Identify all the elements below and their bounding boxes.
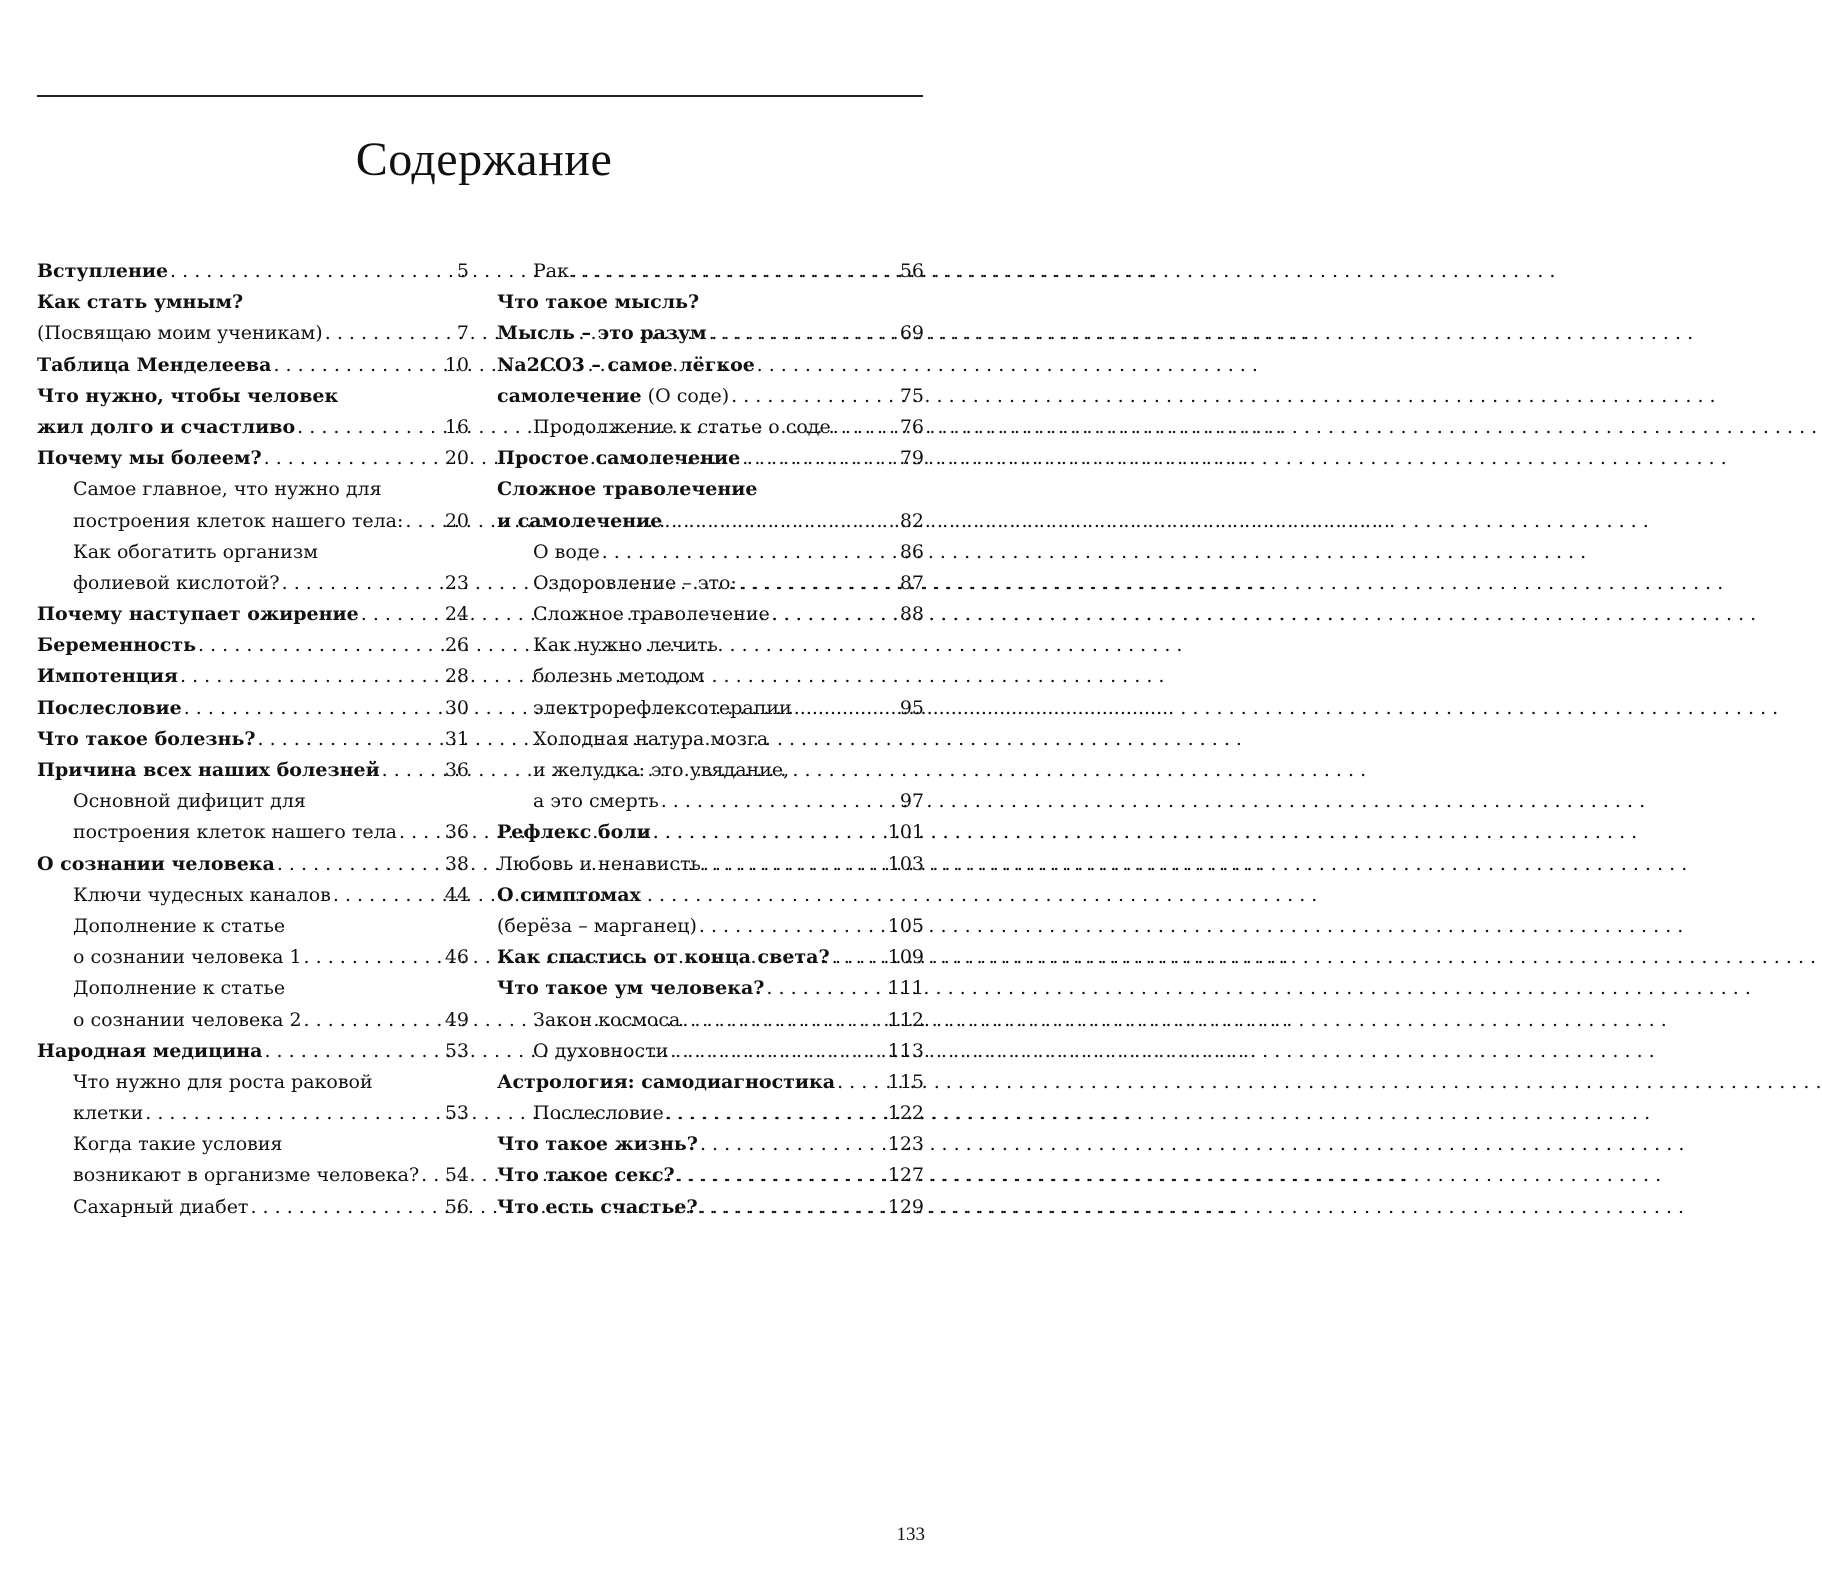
toc-entry-title: Причина всех наших болезней [37, 759, 380, 781]
toc-entry[interactable] [497, 506, 924, 537]
toc-entry[interactable] [37, 911, 469, 942]
toc-entry-subtitle: (О соде) [641, 384, 730, 407]
toc-entry-page: 105 [887, 914, 924, 937]
toc-entry-title: Холодная натура мозга [533, 727, 769, 750]
toc-entry-title: Основной дифицит для [73, 790, 306, 813]
toc-entry-title: Что нужно, чтобы человек [37, 384, 339, 407]
toc-entry[interactable] [37, 381, 469, 412]
toc-entry-title: Народная медицина [37, 1039, 263, 1062]
toc-entry-title: и самолечение [497, 509, 663, 532]
dot-leader [255, 724, 444, 755]
dot-leader [275, 849, 445, 880]
toc-entry[interactable] [497, 630, 924, 661]
toc-entry-page: 103 [887, 852, 924, 875]
toc-entry[interactable] [37, 350, 469, 381]
toc-entry-title: самолечение [497, 384, 642, 407]
dot-leader [143, 1098, 445, 1129]
toc-entry[interactable] [37, 568, 469, 599]
toc-entry-title: (берёза – марганец) [497, 914, 697, 937]
toc-entry[interactable] [497, 443, 924, 474]
toc-entry[interactable] [497, 1036, 924, 1067]
toc-entry-page: 5 [456, 260, 469, 282]
toc-entry-page: 111 [887, 977, 924, 1000]
dot-leader [380, 755, 445, 786]
toc-entry-page: 20 [444, 509, 469, 532]
toc-entry[interactable] [37, 412, 469, 443]
toc-entry-title: О симптомах [497, 883, 641, 906]
dot-leader [668, 1036, 887, 1067]
toc-entry-title: о сознании человека 2 [73, 1008, 302, 1031]
toc-entry-page: 112 [887, 1008, 924, 1031]
toc-entry-page: 53 [444, 1102, 469, 1125]
toc-entry[interactable] [497, 318, 924, 349]
toc-entry[interactable] [497, 256, 924, 287]
toc-entry-page: 88 [899, 603, 924, 626]
toc-entry-title: Что такое секс? [497, 1164, 675, 1187]
dot-leader [302, 1005, 445, 1036]
toc-entry-title: возникают в организме человека? [73, 1164, 420, 1187]
toc-entry[interactable] [37, 630, 469, 661]
toc-entry[interactable] [497, 568, 924, 599]
toc-entry-title: построения клеток нашего тела: [73, 509, 404, 532]
toc-entry-title: Таблица Менделеева [37, 353, 272, 376]
toc-entry-page: 127 [887, 1164, 924, 1187]
dot-leader [280, 568, 445, 599]
toc-entry[interactable] [37, 755, 469, 786]
toc-entry[interactable] [497, 381, 924, 412]
dot-leader [359, 599, 445, 630]
dot-leader [302, 942, 445, 973]
toc-entry-page: 36 [444, 821, 469, 844]
toc-entry-title: Как спастись от конца света? [497, 946, 830, 969]
toc-entry[interactable] [37, 1067, 469, 1098]
toc-entry[interactable] [497, 287, 924, 318]
toc-entry-page: 28 [444, 665, 469, 688]
top-rule [37, 95, 923, 97]
toc-entry-page: 97 [899, 790, 924, 813]
toc-entry-page: 123 [887, 1133, 924, 1156]
toc-entry-page: 69 [899, 322, 924, 345]
toc-entry-page: 56 [899, 260, 924, 282]
toc-entry-page: 95 [899, 696, 924, 719]
toc-entry[interactable] [497, 817, 924, 848]
dot-leader [830, 942, 888, 973]
dot-leader [698, 1129, 888, 1160]
dot-leader [403, 506, 444, 537]
toc-entry-title: Закон космоса [533, 1008, 681, 1031]
dot-leader [323, 318, 457, 349]
dot-leader [331, 880, 445, 911]
toc-entry[interactable] [37, 537, 469, 568]
toc-entry-page: 31 [444, 727, 469, 750]
toc-entry-title: Послесловие [533, 1102, 664, 1125]
toc-entry[interactable] [497, 724, 924, 755]
dot-leader [168, 256, 457, 287]
toc-entry-title: Оздоровление – это: [533, 571, 737, 594]
toc-entry-page: 109 [887, 946, 924, 969]
toc-entry[interactable] [37, 1005, 469, 1036]
toc-entry-page: 36 [444, 759, 469, 781]
dot-leader [262, 443, 445, 474]
toc-entry-title: Что нужно для роста раковой [73, 1070, 373, 1093]
dot-leader [182, 693, 445, 724]
dot-leader [651, 817, 888, 848]
dot-leader [659, 786, 900, 817]
toc-entry[interactable] [37, 443, 469, 474]
toc-entry-page: 122 [887, 1102, 924, 1125]
toc-entry-title: Что есть счастье? [497, 1195, 698, 1218]
toc-entry[interactable] [37, 817, 469, 848]
toc-entry[interactable] [497, 1129, 924, 1160]
toc-entry-title: а это смерть [533, 790, 659, 813]
toc-entry[interactable] [37, 661, 469, 692]
toc-entry[interactable] [37, 1129, 469, 1160]
toc-entry-title: Почему наступает ожирение [37, 603, 359, 626]
toc-entry-title: Что такое ум человека? [497, 977, 765, 1000]
dot-leader [701, 849, 888, 880]
toc-entry[interactable] [497, 1098, 924, 1129]
toc-entry-title: Рефлекс боли [497, 821, 651, 844]
toc-entry[interactable] [37, 880, 469, 911]
toc-entry[interactable] [497, 599, 924, 630]
toc-entry-title: Как нужно лечить [533, 634, 718, 657]
toc-entry[interactable] [37, 693, 469, 724]
toc-entry[interactable] [37, 599, 469, 630]
toc-entry-page: 44 [444, 883, 469, 906]
toc-entry[interactable] [37, 973, 469, 1004]
toc-entry-page: 82 [899, 509, 924, 532]
dot-leader [831, 412, 900, 443]
toc-entry[interactable] [37, 786, 469, 817]
toc-entry-title: Астрология: самодиагностика [497, 1070, 836, 1093]
dot-leader [697, 911, 888, 942]
toc-entry-page: 86 [899, 540, 924, 563]
toc-entry-page: 79 [899, 447, 924, 470]
toc-entry-page: 26 [444, 634, 469, 657]
toc-entry[interactable] [497, 973, 924, 1004]
toc-entry[interactable] [497, 1005, 924, 1036]
toc-entry-title: (Посвящаю моим ученикам) [37, 322, 323, 345]
toc-entry[interactable] [37, 1098, 469, 1129]
dot-leader [262, 1036, 444, 1067]
toc-entry-title: о сознании человека 1 [73, 946, 302, 969]
toc-entry-title: болезнь методом [533, 665, 705, 688]
toc-entry-page: 38 [444, 852, 469, 875]
toc-entry-title: жил долго и счастливо [37, 415, 296, 438]
toc-entry-title: Что такое жизнь? [497, 1133, 698, 1156]
toc-entry[interactable] [497, 786, 924, 817]
dot-leader [675, 1160, 888, 1191]
dot-leader [295, 412, 445, 443]
page-title: Содержание [355, 133, 613, 186]
toc-entry-title: Рак [533, 260, 569, 282]
toc-entry-page: 113 [887, 1039, 924, 1062]
dot-leader [707, 318, 900, 349]
toc-entry-title: Сложное траволечение [497, 478, 758, 501]
toc-entry[interactable] [37, 1192, 469, 1223]
dot-leader [740, 443, 900, 474]
toc-entry[interactable] [37, 506, 469, 537]
toc-entry-title: Сахарный диабет [73, 1195, 249, 1218]
toc-entry-title: Любовь и ненависть [497, 852, 701, 875]
toc-entry[interactable] [497, 942, 924, 973]
toc-entry-title: Дополнение к статье [73, 977, 286, 1000]
toc-entry-title: Вступление [37, 260, 169, 282]
dot-leader [764, 973, 887, 1004]
toc-entry-title: Продолжение к статье о соде [533, 415, 831, 438]
toc-entry[interactable] [497, 755, 924, 786]
toc-entry-title: клетки [73, 1102, 144, 1125]
dot-leader [698, 1192, 888, 1223]
dot-leader [196, 630, 445, 661]
toc-entry[interactable] [497, 880, 924, 911]
toc-entry[interactable] [497, 537, 924, 568]
dot-leader [664, 1098, 888, 1129]
toc-entry-page: 16 [444, 415, 469, 438]
toc-entry[interactable] [37, 942, 469, 973]
dot-leader [792, 693, 900, 724]
toc-entry[interactable] [37, 287, 469, 318]
toc-entry-title: Мысль – это разум [497, 322, 707, 345]
dot-leader [271, 350, 444, 381]
toc-entry[interactable] [37, 256, 469, 287]
toc-entry-page: 20 [444, 447, 469, 470]
toc-entry[interactable] [497, 849, 924, 880]
toc-entry-page: 53 [444, 1039, 469, 1062]
toc-entry-title: электрорефлексотерапии [533, 696, 792, 719]
toc-entry-page: 46 [444, 946, 469, 969]
toc-entry[interactable] [497, 693, 924, 724]
dot-leader [248, 1192, 444, 1223]
dot-leader [729, 381, 900, 412]
toc-entry-title: Что такое болезнь? [37, 727, 256, 750]
dot-leader [737, 568, 900, 599]
toc-entry-title: и желудка: это увядание, [533, 759, 790, 781]
dot-leader [662, 506, 899, 537]
toc-entry-title: Почему мы болеем? [37, 447, 262, 470]
toc-entry-page: 115 [887, 1070, 924, 1093]
dot-leader [419, 1160, 445, 1191]
toc-entry-title: Импотенция [37, 665, 178, 688]
toc-entry[interactable] [497, 474, 924, 505]
toc-entry[interactable] [37, 1160, 469, 1191]
toc-entry-title: Что такое мысль? [497, 291, 700, 314]
toc-entry[interactable] [497, 1067, 924, 1098]
toc-entry-title: О духовности [533, 1039, 669, 1062]
toc-entry[interactable] [37, 724, 469, 755]
toc-left-column [37, 256, 469, 1223]
toc-entry[interactable] [497, 1160, 924, 1191]
toc-entry-title: Na2CO3 – самое лёгкое [497, 353, 755, 376]
toc-entry-title: Дополнение к статье [73, 914, 286, 937]
toc-entry[interactable] [497, 911, 924, 942]
toc-entry[interactable] [37, 1036, 469, 1067]
toc-entry-title: О воде [533, 540, 600, 563]
dot-leader [178, 661, 445, 692]
toc-entry-title: фолиевой кислотой? [73, 571, 280, 594]
toc-entry[interactable] [497, 1192, 924, 1223]
toc-entry[interactable] [37, 318, 469, 349]
toc-entry-page: 56 [444, 1195, 469, 1218]
toc-entry-page: 101 [887, 821, 924, 844]
toc-right-column [497, 256, 924, 1223]
toc-entry-page: 7 [456, 322, 469, 345]
dot-leader [770, 599, 900, 630]
toc-entry-title: Простое самолечение [497, 447, 741, 470]
page-number: 133 [896, 1524, 925, 1545]
toc-entry-title: Ключи чудесных каналов [73, 883, 331, 906]
toc-entry[interactable] [497, 661, 924, 692]
toc-entry-page: 24 [444, 603, 469, 626]
dot-leader [600, 537, 900, 568]
toc-entry-page: 75 [899, 384, 924, 407]
toc-entry-page: 76 [899, 415, 924, 438]
toc-entry-title: Как стать умным? [37, 291, 244, 314]
toc-entry[interactable] [497, 350, 924, 381]
dot-leader [397, 817, 445, 848]
toc-entry[interactable] [37, 474, 469, 505]
toc-entry-page: 30 [444, 696, 469, 719]
toc-entry-title: Самое главное, что нужно для [73, 478, 382, 501]
toc-entry-title: Как обогатить организм [73, 540, 318, 563]
toc-entry[interactable] [37, 849, 469, 880]
toc-entry[interactable] [497, 412, 924, 443]
toc-entry-title: Когда такие условия [73, 1133, 283, 1156]
toc-entry-page: 87 [899, 571, 924, 594]
toc-entry-title: О сознании человека [37, 852, 275, 875]
toc-entry-page: 23 [444, 571, 469, 594]
dot-leader [680, 1005, 887, 1036]
toc-entry-title: Сложное траволечение [533, 603, 770, 626]
toc-entry-title: Послесловие [37, 696, 182, 719]
toc-entry-page: 129 [887, 1195, 924, 1218]
toc-entry-page: 10 [444, 353, 469, 376]
toc-entry-page: 49 [444, 1008, 469, 1031]
dot-leader [569, 256, 900, 287]
toc-entry-title: Беременность [37, 634, 197, 657]
toc-entry-title: построения клеток нашего тела [73, 821, 397, 844]
dot-leader [835, 1067, 888, 1098]
toc-entry-page: 54 [444, 1164, 469, 1187]
